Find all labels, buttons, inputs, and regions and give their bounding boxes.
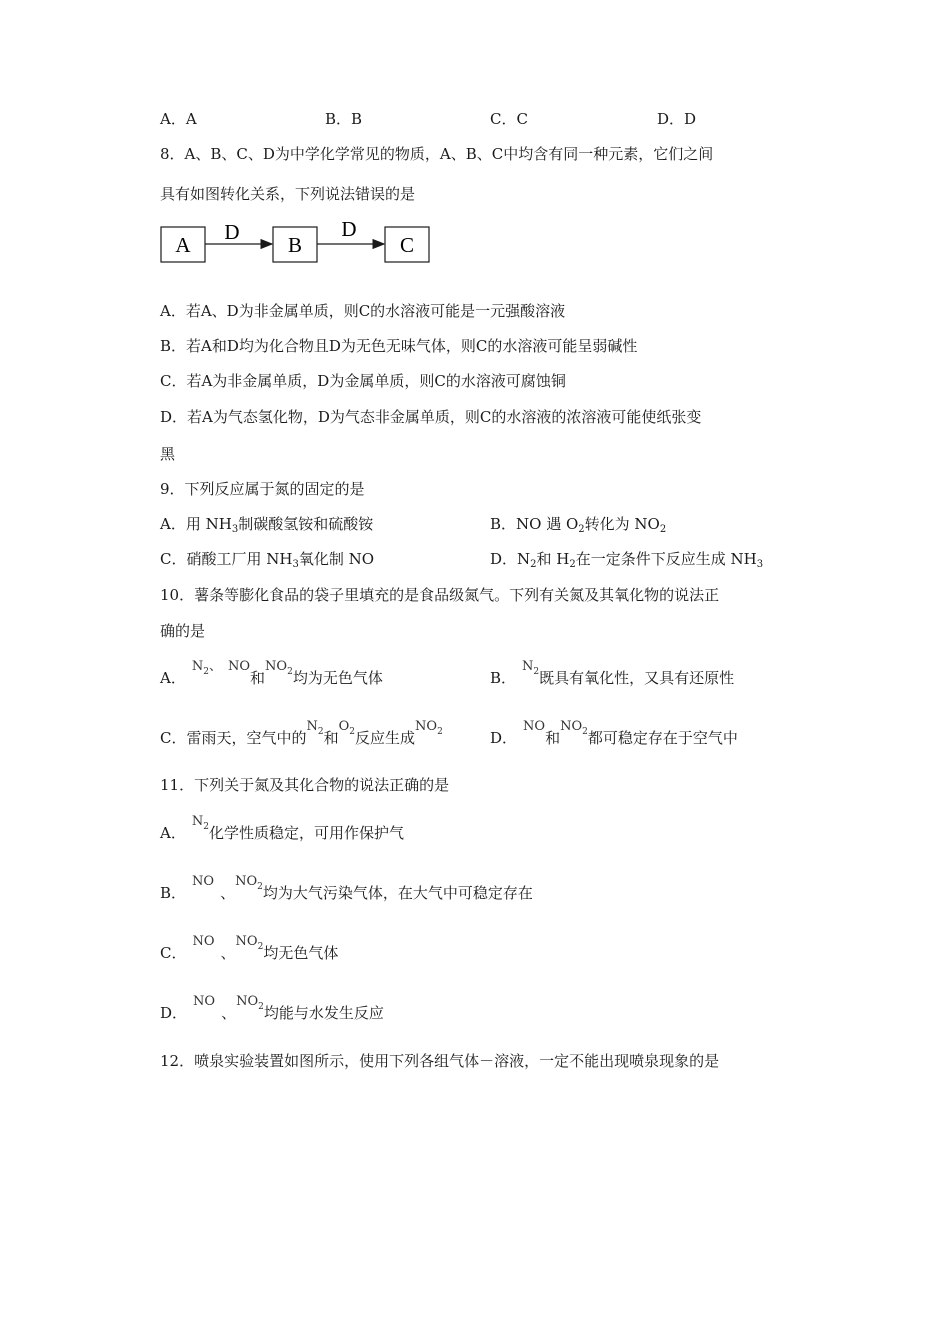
q8-option-a: A．若A、D为非金属单质，则C的水溶液可能是一元强酸溶液 (160, 302, 566, 320)
q8-stem-line1: 8．A、B、C、D为中学化学常见的物质，A、B、C中均含有同一种元素，它们之间 (160, 145, 714, 163)
q8-option-d-line2: 黑 (160, 445, 176, 463)
q10-stem-line1: 10．薯条等膨化食品的袋子里填充的是食品级氮气。下列有关氮及其氧化物的说法正 (160, 586, 720, 604)
q9-option-a: A．用 $NH_3$制碳酸氢铵和硫酸铵 (160, 515, 374, 535)
q7-option-a: A．A (160, 110, 197, 128)
q7-option-d: D．D (657, 110, 697, 128)
q10-option-b: B．$N_2$既具有氧化性，又具有还原性 (490, 659, 735, 687)
diagram-arrow-2-label: D (341, 220, 357, 241)
diagram-box-b-label: B (287, 233, 303, 257)
q11-option-c: C．NO、$NO_2$均无色气体 (160, 934, 339, 962)
q9-option-d: D．$N_2$和 $H_2$在一定条件下反应生成 $NH_3$ (490, 550, 764, 570)
q10-option-a: A．$N_2$、 NO和$NO_2$均为无色气体 (160, 659, 383, 687)
q9-option-b: B．NO 遇 $O_2$转化为 $NO_2$ (490, 515, 667, 535)
q11-stem: 11．下列关于氮及其化合物的说法正确的是 (160, 776, 450, 794)
q9-option-c: C．硝酸工厂用 $NH_3$氧化制 NO (160, 550, 375, 570)
q12-stem: 12．喷泉实验装置如图所示，使用下列各组气体－溶液，一定不能出现喷泉现象的是 (160, 1052, 720, 1070)
q8-option-c: C．若A为非金属单质，D为金属单质，则C的水溶液可腐蚀铜 (160, 372, 566, 390)
q11-option-a: A．$N_2$化学性质稳定，可用作保护气 (160, 814, 404, 842)
diagram-box-c-label: C (399, 233, 415, 257)
q10-option-c: C．雷雨天，空气中的$N_2$和$O_2$反应生成$NO_2$ (160, 719, 443, 747)
diagram-box-a-label: A (175, 233, 191, 257)
q8-option-d-line1: D．若A为气态氢化物，D为气态非金属单质，则C的水溶液的浓溶液可能使纸张变 (160, 408, 702, 426)
q11-option-b: B．NO、$NO_2$均为大气污染气体，在大气中可稳定存在 (160, 874, 533, 902)
q8-transformation-diagram (160, 220, 435, 266)
q8-stem-line2: 具有如图转化关系，下列说法错误的是 (160, 185, 416, 203)
q7-option-b: B．B (325, 110, 363, 128)
q11-option-d: D．NO、$NO_2$均能与水发生反应 (160, 994, 384, 1022)
q9-stem: 9．下列反应属于氮的固定的是 (160, 480, 365, 498)
diagram-arrow-1-label: D (224, 220, 240, 244)
q8-option-b: B．若A和D均为化合物且D为无色无味气体，则C的水溶液可能呈弱碱性 (160, 337, 638, 355)
q7-option-c: C．C (490, 110, 528, 128)
q10-stem-line2: 确的是 (160, 622, 206, 640)
q10-option-d: D．NO和$NO_2$都可稳定存在于空气中 (490, 719, 738, 747)
